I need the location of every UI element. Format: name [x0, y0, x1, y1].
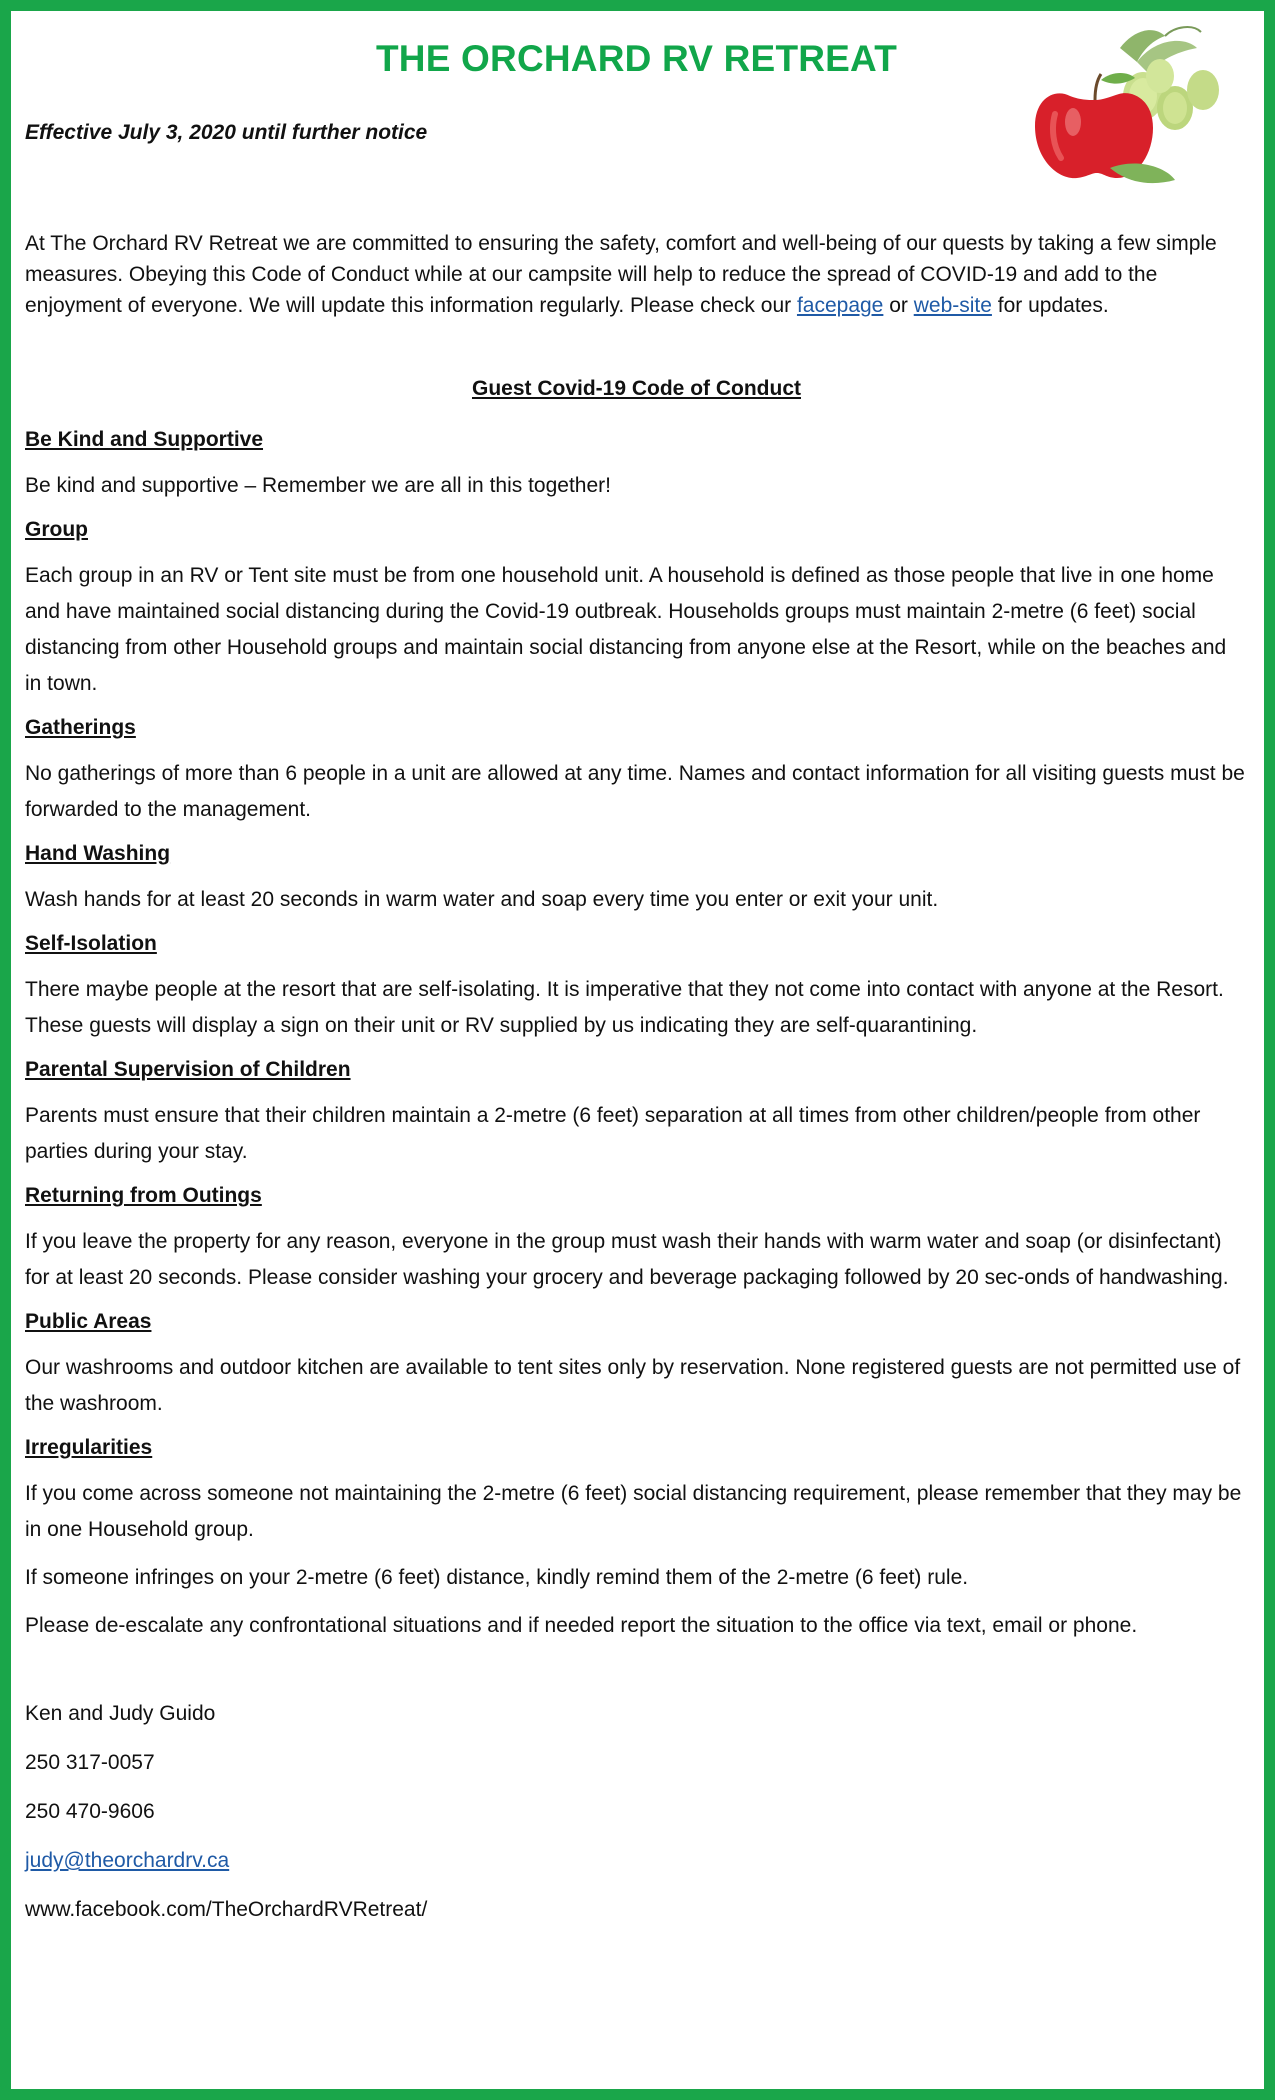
section-paragraph: If you leave the property for any reason, everyone in the group must wash their hands with warm water and soap (or disinfectant) for at least 20 seconds. Please consider washing your grocery and beverage packaging followed by 20 sec-onds of handwashing.	[25, 1230, 1229, 1289]
section-heading: Group	[25, 518, 88, 541]
section-hand-washing	[25, 840, 1245, 918]
contact-facebook: www.facebook.com/TheOrchardRVRetreat/	[25, 1898, 428, 1921]
section-paragraph: Our washrooms and outdoor kitchen are available to tent sites only by reservation. None registered guests are not permitted use of the washroom.	[25, 1356, 1241, 1415]
section-group	[25, 516, 1245, 702]
intro-text-middle: or	[883, 294, 914, 317]
contact-names: Ken and Judy Guido	[25, 1702, 216, 1725]
intro-text-after: for updates.	[991, 294, 1109, 317]
section-irregularities	[25, 1434, 1245, 1644]
contact-block	[25, 1700, 1245, 1924]
intro-paragraph	[25, 228, 1243, 321]
website-link[interactable]: web-site	[913, 294, 992, 317]
intro-text-before: At The Orchard RV Retreat we are committed to ensuring the safety, comfort and well-being of our quests by taking a few simple measures. Obeying this Code of Conduct while at our campsite will help to reduce the spread of COVID-19 and add to the enjoyment of everyone. We will update this information regularly. Please check our	[25, 232, 1217, 317]
section-heading: Gatherings	[25, 716, 136, 739]
section-gatherings	[25, 714, 1245, 828]
conduct-sections	[25, 426, 1245, 1945]
section-heading: Self-Isolation	[25, 932, 157, 955]
section-heading: Parental Supervision of Children	[25, 1058, 351, 1081]
section-paragraph: Please de-escalate any confrontational situations and if needed report the situation to the office via text, email or phone.	[25, 1614, 1138, 1637]
section-heading: Be Kind and Supportive	[25, 428, 264, 451]
section-paragraph: Parents must ensure that their children maintain a 2-metre (6 feet) separation at all times from other children/people from other parties during your stay.	[25, 1104, 1201, 1163]
section-paragraph: Be kind and supportive – Remember we are all in this together!	[25, 474, 611, 497]
apple-hops-icon	[1025, 18, 1235, 198]
contact-email-link[interactable]: judy@theorchardrv.ca	[25, 1849, 230, 1872]
section-paragraph: If you come across someone not maintaining the 2-metre (6 feet) social distancing requirement, please remember that they may be in one Household group.	[25, 1482, 1242, 1541]
section-returning-from-outings	[25, 1182, 1245, 1296]
code-of-conduct-title: Guest Covid-19 Code of Conduct	[471, 377, 801, 400]
facepage-link[interactable]: facepage	[796, 294, 884, 317]
section-paragraph: No gatherings of more than 6 people in a unit are allowed at any time. Names and contact information for all visiting guests must be forwarded to the management.	[25, 762, 1245, 821]
page-title: THE ORCHARD RV RETREAT	[375, 38, 898, 79]
section-heading: Returning from Outings	[25, 1184, 262, 1207]
section-paragraph: There maybe people at the resort that are self-isolating. It is imperative that they not come into contact with anyone at the Resort. These guests will display a sign on their unit or RV supplied by us indicating they are self-quarantining.	[25, 978, 1224, 1037]
section-heading: Hand Washing	[25, 842, 171, 865]
section-heading: Public Areas	[25, 1310, 152, 1333]
section-self-isolation	[25, 930, 1245, 1044]
section-paragraph: If someone infringes on your 2-metre (6 feet) distance, kindly remind them of the 2-metre (6 feet) rule.	[25, 1566, 969, 1589]
contact-phone-2: 250 470-9606	[25, 1800, 155, 1823]
section-paragraph: Wash hands for at least 20 seconds in warm water and soap every time you enter or exit your unit.	[25, 888, 939, 911]
effective-date: Effective July 3, 2020 until further notice	[25, 121, 428, 144]
contact-phone-1: 250 317-0057	[25, 1751, 155, 1774]
section-public-areas	[25, 1308, 1245, 1422]
section-paragraph: Each group in an RV or Tent site must be from one household unit. A household is defined as those people that live in one home and have maintained social distancing during the Covid-19 outbreak. Households groups must maintain 2-metre (6 feet) social distancing from other Household groups and maintain social distancing from anyone else at the Resort, while on the beaches and in town.	[25, 564, 1227, 695]
section-heading: Irregularities	[25, 1436, 153, 1459]
section-be-kind	[25, 426, 1245, 504]
section-parental-supervision	[25, 1056, 1245, 1170]
